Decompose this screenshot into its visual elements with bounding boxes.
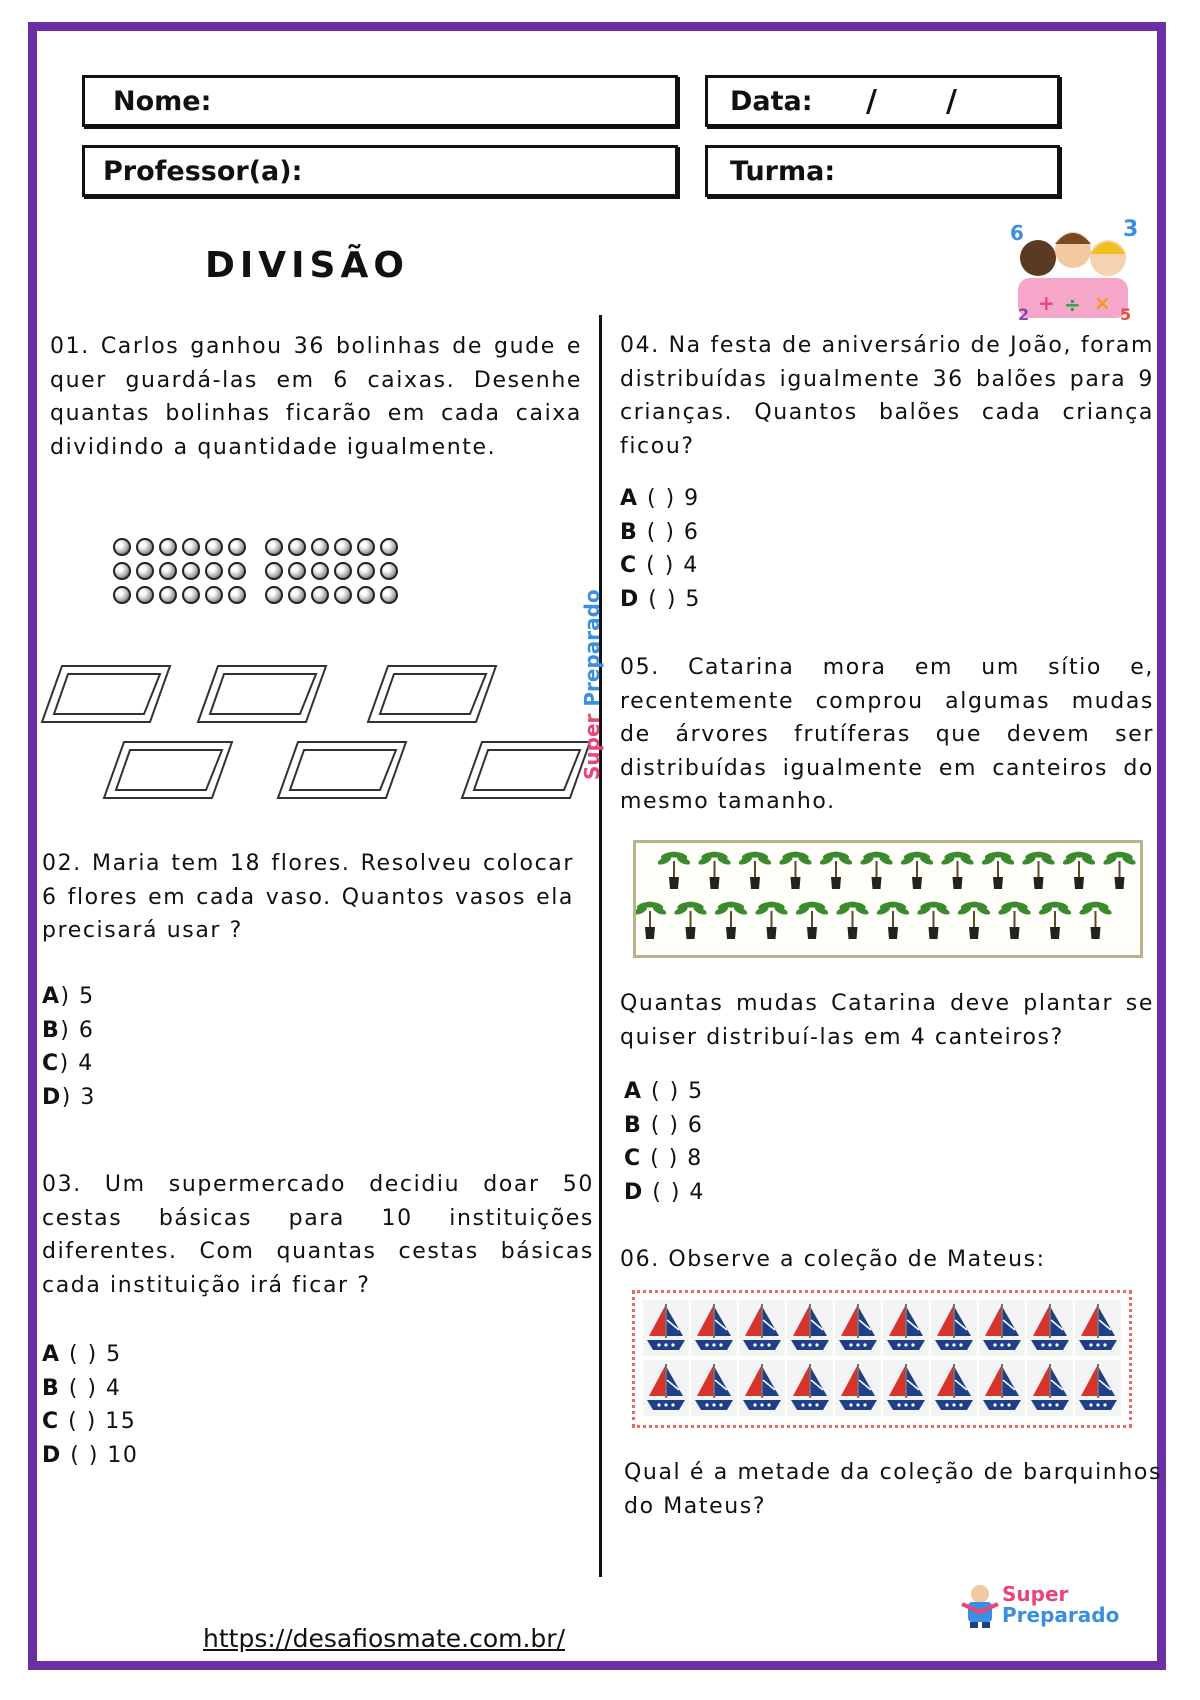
- sailboat-icon: [643, 1360, 689, 1416]
- watermark: [580, 589, 604, 780]
- marble: [113, 586, 131, 604]
- q2-option-a[interactable]: A) 5: [42, 984, 95, 1009]
- marble: [205, 538, 223, 556]
- seedling: [1078, 901, 1112, 939]
- question-6-question: Qual é a metade da coleção de barquinhos do Mateus?: [624, 1460, 1162, 1519]
- seedling: [636, 901, 667, 939]
- q4-option-c[interactable]: C ( ) 4: [620, 553, 699, 578]
- logo-text-super: Super: [1002, 1582, 1069, 1606]
- question-2-options: [42, 980, 96, 1114]
- question-5-text: 05. Catarina mora em um sítio e, recentemente comprou algumas mudas de árvores frutíferas que devem ser distribuídas igualmente em canteiros do mesmo tamanho.: [620, 655, 1154, 814]
- seedling: [876, 901, 910, 939]
- marble-row: [113, 586, 493, 610]
- question-3-options: [42, 1338, 138, 1472]
- seedling: [997, 901, 1031, 939]
- sailboat-icon: [883, 1300, 929, 1356]
- marble: [311, 586, 329, 604]
- marble: [380, 562, 398, 580]
- marble: [136, 562, 154, 580]
- name-label: Nome:: [113, 85, 212, 117]
- svg-text:2: 2: [1018, 305, 1030, 324]
- sailboat-icon: [979, 1300, 1025, 1356]
- seedling: [697, 851, 731, 889]
- marble: [182, 586, 200, 604]
- mascot-icon: [958, 1582, 1002, 1628]
- seedling: [819, 851, 853, 889]
- boats-collection-image: [632, 1290, 1132, 1428]
- marble: [159, 562, 177, 580]
- seedling: [795, 901, 829, 939]
- sailboat-icon: [1075, 1360, 1121, 1416]
- box-6: [460, 738, 594, 800]
- question-4-text: 04. Na festa de aniversário de João, foram distribuídas igualmente 36 balões para 9 crianças. Quantos balões cada criança ficou?: [620, 333, 1154, 459]
- marble: [265, 586, 283, 604]
- sailboat-icon: [931, 1300, 977, 1356]
- sailboat-icon: [691, 1360, 737, 1416]
- logo-text-preparado: Preparado: [1002, 1603, 1120, 1627]
- sailboat-icon: [883, 1360, 929, 1416]
- svg-text:÷: ÷: [1064, 293, 1081, 317]
- svg-text:5: 5: [1120, 305, 1132, 324]
- sailboat-icon: [1027, 1300, 1073, 1356]
- q4-option-b[interactable]: B ( ) 6: [620, 519, 700, 545]
- marble: [357, 538, 375, 556]
- marble: [334, 538, 352, 556]
- q3-option-d[interactable]: D ( ) 10: [42, 1442, 139, 1468]
- website-link[interactable]: https://desafiosmate.com.br/: [203, 1624, 565, 1653]
- marbles-group: [113, 538, 493, 610]
- kids-math-illustration: [998, 218, 1148, 328]
- marble: [113, 538, 131, 556]
- q5-option-b[interactable]: B ( ) 6: [624, 1112, 704, 1138]
- question-4-options: [620, 482, 701, 616]
- sailboat-icon: [739, 1300, 785, 1356]
- boats-row-1: [643, 1300, 1121, 1360]
- q3-option-c[interactable]: C ( ) 15: [42, 1409, 137, 1434]
- question-6-text: 06. Observe a coleção de Mateus:: [620, 1247, 1046, 1272]
- q2-option-b[interactable]: B) 6: [42, 1017, 95, 1043]
- q3-option-b[interactable]: B ( ) 4: [42, 1375, 122, 1401]
- question-3-text: 03. Um supermercado decidiu doar 50 cestas básicas para 10 instituições diferentes. Com quantas cestas básicas cada instituição irá ficar ?: [42, 1172, 594, 1298]
- sailboat-icon: [787, 1300, 833, 1356]
- super-preparado-logo: [958, 1582, 1119, 1628]
- q5-option-d[interactable]: D ( ) 4: [624, 1179, 705, 1205]
- seedling: [981, 851, 1015, 889]
- watermark-text-2: Preparado: [580, 589, 604, 707]
- date-field[interactable]: [705, 75, 1060, 127]
- question-5-question: Quantas mudas Catarina deve plantar se quiser distribuí-las em 4 canteiros?: [620, 991, 1154, 1050]
- svg-text:+: +: [1038, 291, 1055, 315]
- seedling: [1038, 901, 1072, 939]
- sailboat-icon: [835, 1360, 881, 1416]
- date-slash-1: /: [866, 84, 877, 119]
- question-2-text: 02. Maria tem 18 flores. Resolveu colocar 6 flores em cada vaso. Quantos vasos ela precisará usar ?: [42, 851, 574, 943]
- sailboat-icon: [787, 1360, 833, 1416]
- q4-option-d[interactable]: D ( ) 5: [620, 586, 701, 612]
- marble: [228, 586, 246, 604]
- q5-option-c[interactable]: C ( ) 8: [624, 1146, 703, 1171]
- seedling: [900, 851, 934, 889]
- sailboat-icon: [643, 1300, 689, 1356]
- marble: [265, 562, 283, 580]
- marble: [205, 562, 223, 580]
- q3-option-a[interactable]: A ( ) 5: [42, 1342, 122, 1367]
- marble: [228, 562, 246, 580]
- seedling: [1021, 851, 1055, 889]
- marble-gap: [251, 538, 265, 562]
- class-label: Turma:: [730, 155, 836, 187]
- marble: [205, 586, 223, 604]
- column-divider: [599, 315, 602, 1577]
- sailboat-icon: [1075, 1300, 1121, 1356]
- seedling: [738, 851, 772, 889]
- date-slash-2: /: [946, 84, 957, 119]
- sailboat-icon: [1027, 1360, 1073, 1416]
- svg-text:×: ×: [1094, 291, 1111, 315]
- seedling: [778, 851, 812, 889]
- seedling: [1062, 851, 1096, 889]
- marble: [288, 586, 306, 604]
- marble: [159, 538, 177, 556]
- box-4: [102, 738, 236, 800]
- marble: [334, 586, 352, 604]
- marble: [380, 538, 398, 556]
- marble-gap: [251, 586, 265, 610]
- marble-gap: [251, 562, 265, 586]
- marble: [357, 562, 375, 580]
- sailboat-icon: [739, 1360, 785, 1416]
- date-label: Data:: [730, 85, 813, 117]
- sailboat-icon: [931, 1360, 977, 1416]
- box-5: [276, 738, 410, 800]
- marble: [288, 562, 306, 580]
- sailboat-icon: [979, 1360, 1025, 1416]
- q5-option-a[interactable]: A ( ) 5: [624, 1079, 704, 1104]
- class-field[interactable]: [705, 145, 1060, 197]
- seedling: [657, 851, 691, 889]
- seedling: [754, 901, 788, 939]
- watermark-text-1: Super: [580, 713, 604, 780]
- marble: [182, 562, 200, 580]
- marble: [380, 586, 398, 604]
- seedling: [859, 851, 893, 889]
- box-1: [40, 662, 174, 724]
- seedling: [1102, 851, 1136, 889]
- marble: [136, 586, 154, 604]
- q2-option-d[interactable]: D) 3: [42, 1084, 96, 1110]
- seedling: [957, 901, 991, 939]
- marble: [159, 586, 177, 604]
- svg-text:6: 6: [1010, 221, 1024, 245]
- marble: [334, 562, 352, 580]
- page-title: DIVISÃO: [205, 245, 409, 286]
- seedlings-image: [633, 840, 1143, 958]
- sailboat-icon: [691, 1300, 737, 1356]
- box-2: [196, 662, 330, 724]
- marble: [357, 586, 375, 604]
- boats-row-2: [643, 1360, 1121, 1420]
- box-3: [366, 662, 500, 724]
- name-field[interactable]: [82, 75, 678, 127]
- marble: [288, 538, 306, 556]
- svg-text:3: 3: [1123, 218, 1139, 242]
- seedling: [714, 901, 748, 939]
- marble: [228, 538, 246, 556]
- marble-row: [113, 538, 493, 562]
- seedlings-drawing: [636, 843, 1140, 955]
- marble-row: [113, 562, 493, 586]
- marble: [311, 538, 329, 556]
- seedling: [835, 901, 869, 939]
- q4-option-a[interactable]: A ( ) 9: [620, 486, 700, 511]
- seedling: [940, 851, 974, 889]
- marble: [182, 538, 200, 556]
- marble: [136, 538, 154, 556]
- seedling: [673, 901, 707, 939]
- question-1-text: 01. Carlos ganhou 36 bolinhas de gude e quer guardá-las em 6 caixas. Desenhe quantas bolinhas ficarão em cada caixa dividindo a quantidade igualmente.: [50, 334, 582, 460]
- marble: [311, 562, 329, 580]
- sailboat-icon: [835, 1300, 881, 1356]
- teacher-field[interactable]: [82, 145, 678, 197]
- q2-option-c[interactable]: C) 4: [42, 1051, 94, 1076]
- teacher-label: Professor(a):: [103, 155, 303, 187]
- seedling: [916, 901, 950, 939]
- question-5-options: [624, 1075, 705, 1209]
- marble: [265, 538, 283, 556]
- marble: [113, 562, 131, 580]
